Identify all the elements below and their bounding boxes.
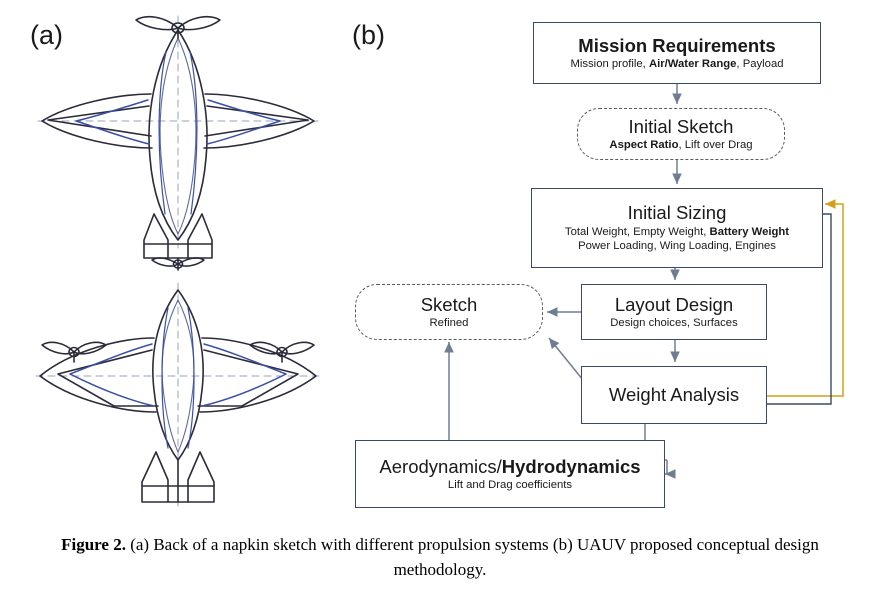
node-layout-design-sub: Design choices, Surfaces: [610, 316, 738, 329]
panel-label-b: (b): [352, 20, 385, 50]
figure-caption-text: (a) Back of a napkin sketch with different propulsion systems (b) UAUV proposed conceptual design methodology.: [125, 535, 819, 579]
node-initial-sketch[interactable]: [577, 108, 785, 160]
node-sketch-refined-sub: Refined: [429, 316, 469, 329]
node-sketch-refined[interactable]: [355, 284, 543, 340]
node-mission-title: Mission Requirements: [578, 34, 776, 56]
node-sketch-refined-title: Sketch: [420, 293, 478, 315]
node-mission-sub: Mission profile, Air/Water Range, Payload: [570, 57, 784, 70]
node-mission-requirements[interactable]: [533, 22, 821, 84]
node-aero-title: Aerodynamics/Hydrodynamics: [379, 455, 641, 477]
napkin-sketch-panel: [18, 8, 338, 528]
node-initial-sketch-sub: Aspect Ratio, Lift over Drag: [609, 138, 753, 151]
node-initial-sketch-title: Initial Sketch: [628, 115, 734, 137]
napkin-sketch-drawing: [18, 8, 338, 528]
node-initial-sizing-sub-line1: Total Weight, Empty Weight, Battery Weight: [564, 225, 790, 238]
node-weight-analysis[interactable]: [581, 366, 767, 424]
node-layout-design-title: Layout Design: [614, 293, 734, 315]
figure-caption-label: Figure 2.: [61, 535, 126, 554]
node-layout-design[interactable]: [581, 284, 767, 340]
node-initial-sizing-title: Initial Sizing: [627, 202, 727, 224]
node-aero-sub: Lift and Drag coefficients: [447, 478, 573, 491]
figure-caption: [20, 533, 860, 582]
panel-label-a: (a): [30, 20, 63, 50]
node-initial-sizing-sub-line2: Power Loading, Wing Loading, Engines: [578, 240, 776, 253]
node-weight-analysis-title: Weight Analysis: [608, 383, 740, 405]
node-initial-sizing[interactable]: [531, 188, 823, 268]
methodology-flowchart: [345, 8, 865, 528]
node-aerodynamics-hydrodynamics[interactable]: [355, 440, 665, 508]
